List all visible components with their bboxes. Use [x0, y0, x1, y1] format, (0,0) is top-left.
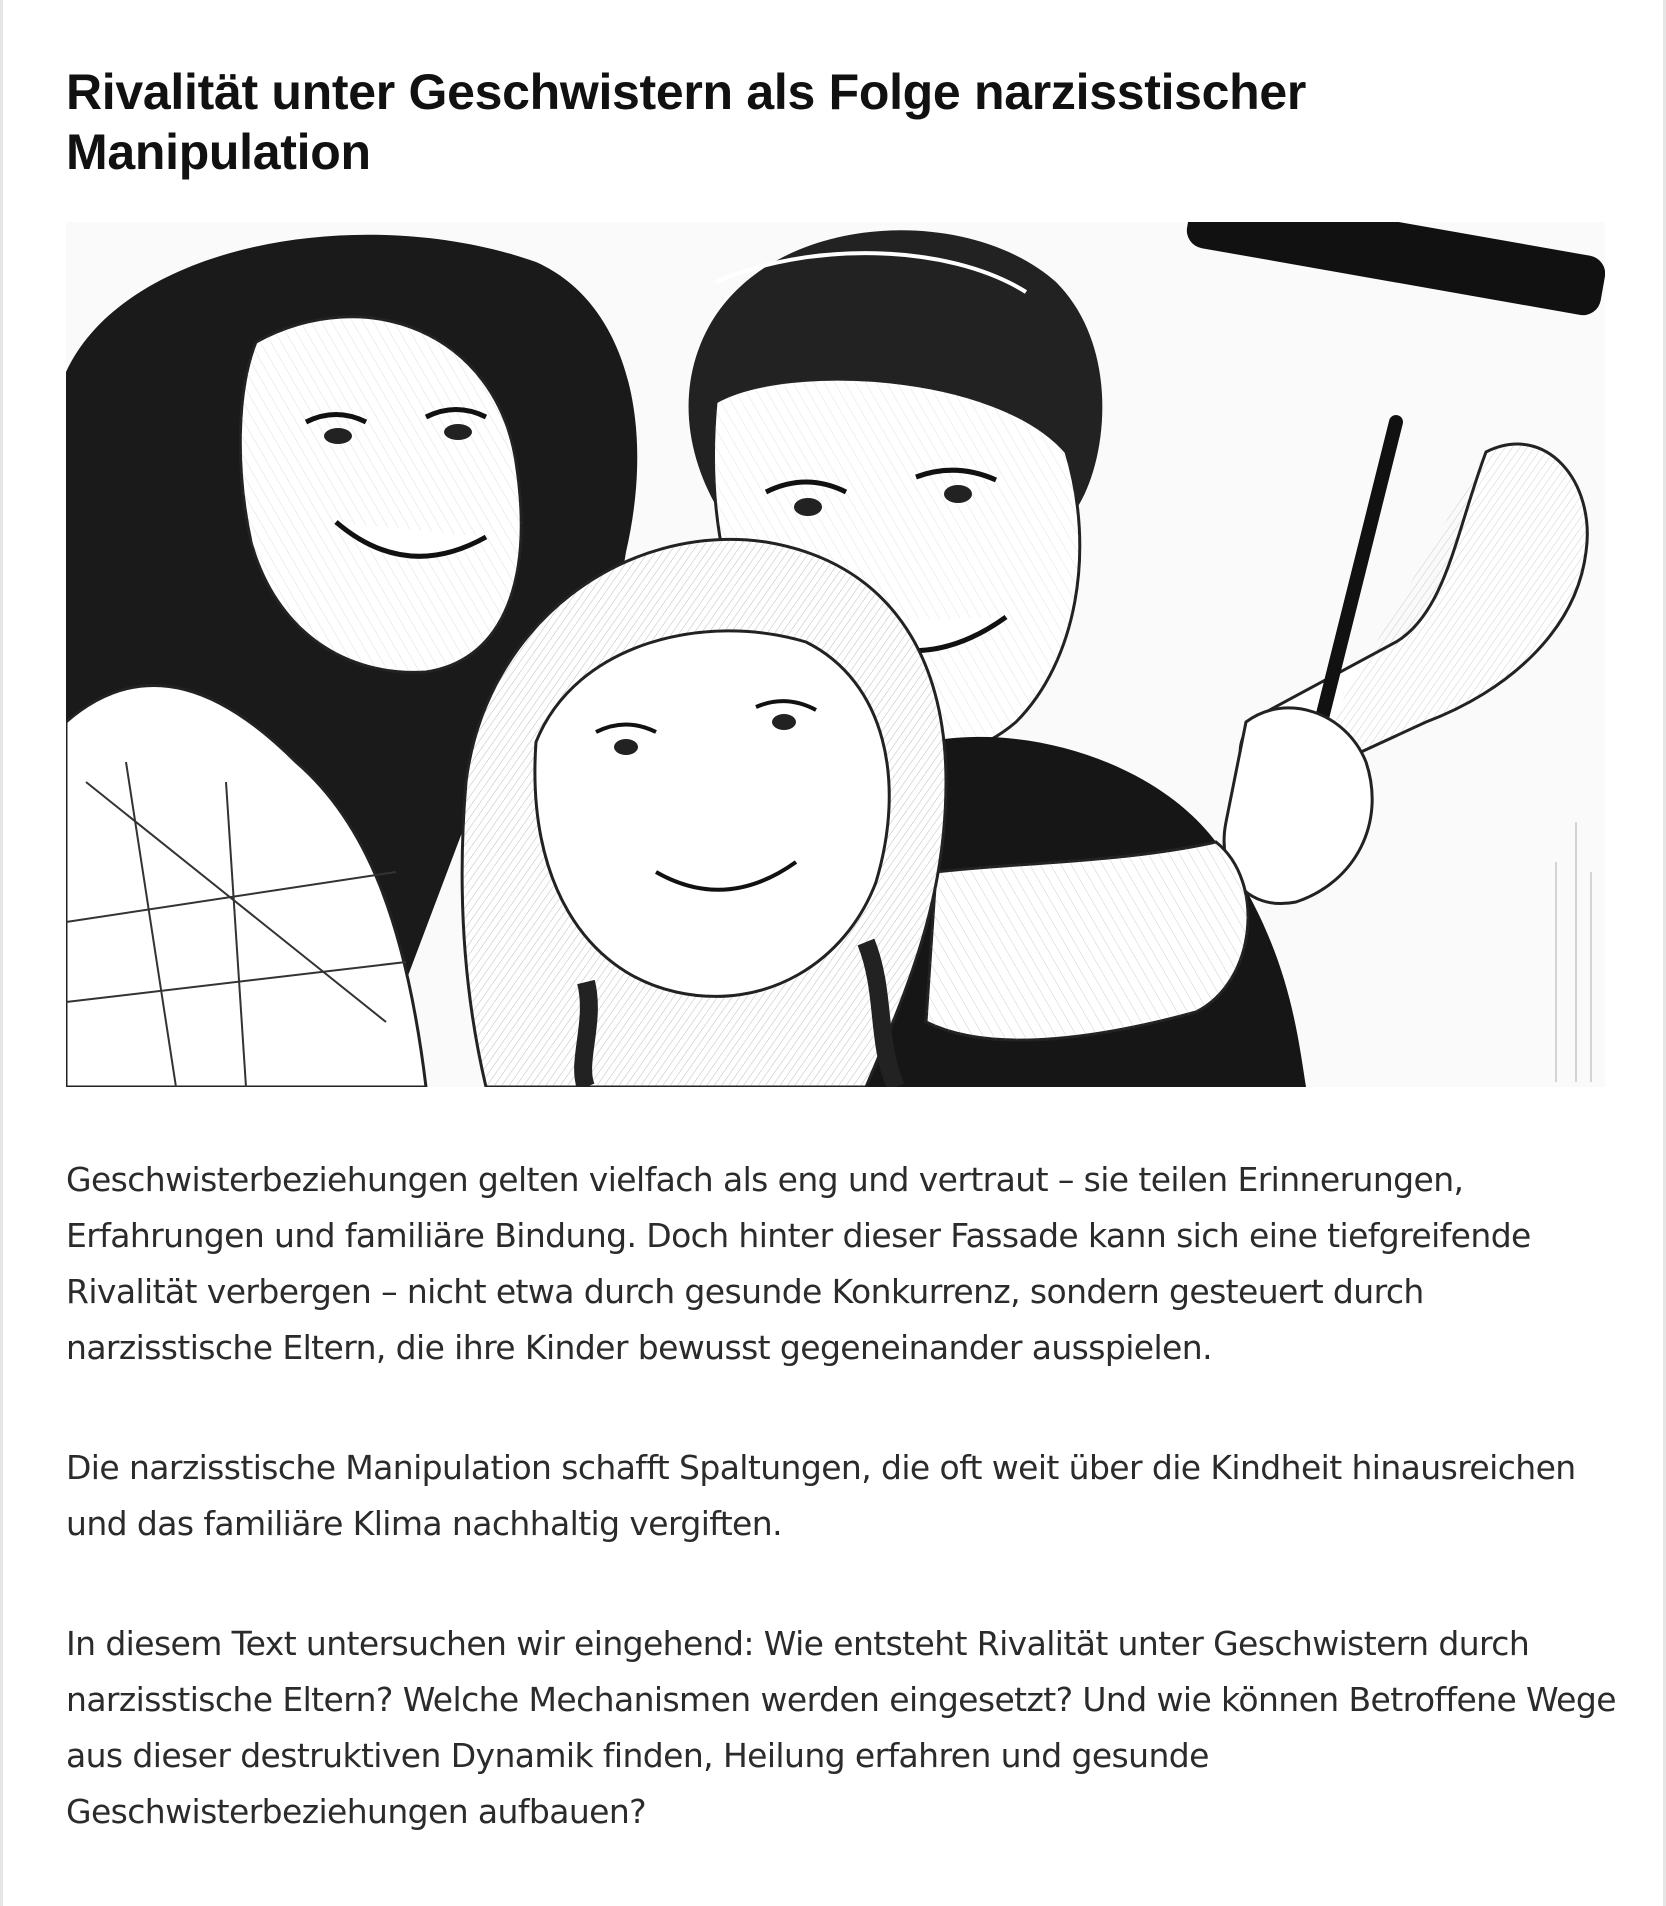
article-paragraph: In diesem Text untersuchen wir eingehend: Wie entsteht Rivalität unter Geschwistern durch narzisstische Eltern? Welche Mechanismen werden eingesetzt? Und wie können Betroffene Wege aus dieser destruktiven Dynamik finden, Heilung erfahren und gesunde Geschwisterbeziehungen aufbauen? — [66, 1624, 1616, 1831]
sketch-illustration — [66, 222, 1605, 1087]
article-paragraph: Die narzisstische Manipulation schafft Spaltungen, die oft weit über die Kindheit hinausreichen und das familiäre Klima nachhaltig vergiften. — [66, 1448, 1576, 1543]
article-title: Rivalität unter Geschwistern als Folge narzisstischer Manipulation — [66, 64, 1307, 180]
article-paragraph: Geschwisterbeziehungen gelten vielfach als eng und vertraut – sie teilen Erinnerungen, Erfahrungen und familiäre Bindung. Doch hinter dieser Fassade kann sich eine tiefgreifende Rivalität verbergen – nicht etwa durch gesunde Konkurrenz, sondern gesteuert durch narzisstische Eltern, die ihre Kinder bewusst gegeneinander ausspielen. — [66, 1160, 1531, 1367]
article-hero-image — [66, 222, 1605, 1087]
